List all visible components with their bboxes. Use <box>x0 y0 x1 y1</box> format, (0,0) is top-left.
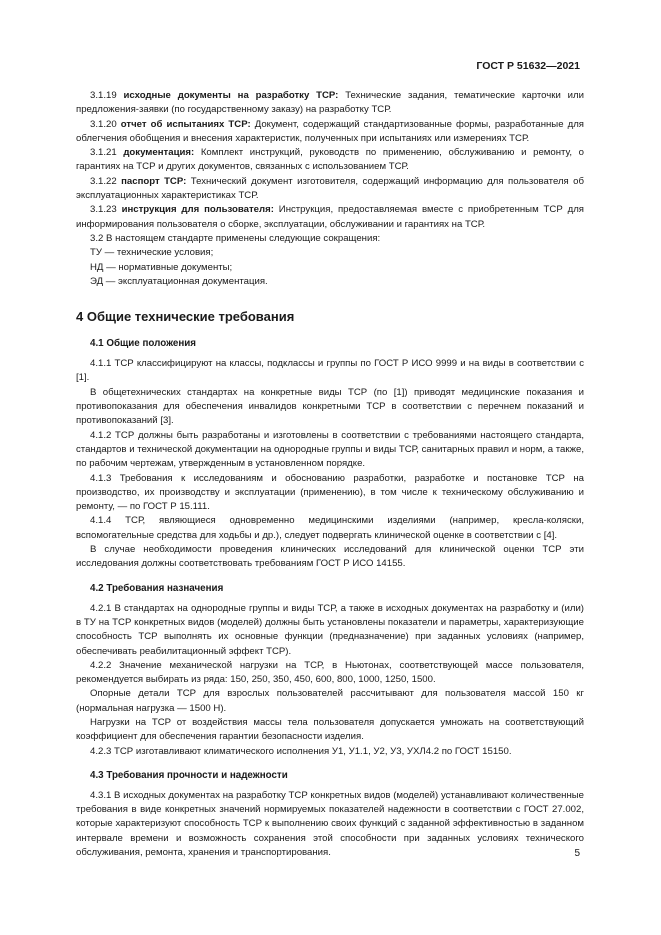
paragraph: 4.1.1 ТСР классифицируют на классы, подклассы и группы по ГОСТ Р ИСО 9999 и на виды в соответствии с [1]. <box>76 358 584 384</box>
abbreviation-item: ЭД — эксплуатационная документация. <box>90 275 268 287</box>
definition-3-1-21: 3.1.21 документация: Комплект инструкций, руководств по применению, обслуживанию и ремонту, о гарантиях на ТСР и других документов, связанных с использованием ТСР. <box>76 147 584 173</box>
paragraph: В случае необходимости проведения клинических исследований для клинической оценки ТСР эти исследования должны соответствовать требованиям ГОСТ Р ИСО 14155. <box>76 544 584 570</box>
definition-3-1-23: 3.1.23 инструкция для пользователя: Инструкция, предоставляемая вместе с приобретенным ТСР для информирования пользователя о сборке, эксплуатации, обслуживании и гарантиях на ТСР. <box>76 204 584 230</box>
paragraph: 4.2.3 ТСР изготавливают климатического исполнения У1, У1.1, У2, У3, УХЛ4.2 по ГОСТ 15150. <box>90 745 512 757</box>
subsection-4-2-heading: 4.2 Требования назначения <box>90 582 224 594</box>
definition-term: паспорт ТСР: <box>121 175 187 187</box>
paragraph: 4.3.1 В исходных документах на разработку ТСР конкретных видов (моделей) устанавливают количественные требования в виде конкретных значений нормируемых показателей надежности в соответствии с ГОСТ 27.002, которые характеризуют способность ТСР к выполнению своих функций с заданной эффективностью в заданном интервале времени и возможность сохранения этой способности при заданных условиях технического обслуживания, ремонта, хранения и транспортирования. <box>76 789 584 859</box>
paragraph: 4.1.3 Требования к исследованиям и обоснованию разработки, разработке и постановке ТСР на производство, их производству и эксплуатации (применению), в том числе к техническому обслуживанию и ремонту, — по ГОСТ Р 15.111. <box>76 472 584 513</box>
paragraph: 4.1.4 ТСР, являющиеся одновременно медицинскими изделиями (например, кресла-коляски, вспомогательные средства для ходьбы и др.), следует подвергать клинической оценке в соответствии с [4]. <box>76 515 584 541</box>
definition-3-1-20: 3.1.20 отчет об испытаниях ТСР: Документ, содержащий стандартизованные формы, разработанные для облегчения обобщения и внесения характеристик, полученных при испытаниях или измерениях ТСР. <box>76 118 584 144</box>
abbreviation-item: ТУ — технические условия; <box>90 247 214 259</box>
definition-3-1-22: 3.1.22 паспорт ТСР: Технический документ изготовителя, содержащий информацию для пользователя об эксплуатационных характеристиках ТСР. <box>76 175 584 202</box>
section-4-heading: 4 Общие технические требования <box>76 309 295 325</box>
subsection-4-3-heading: 4.3 Требования прочности и надежности <box>90 769 288 781</box>
paragraph: Опорные детали ТСР для взрослых пользователей рассчитывают для пользователя массой 150 кг (нормальная нагрузка — 1500 Н). <box>76 688 584 714</box>
definition-term: документация: <box>123 147 195 159</box>
definition-term: инструкция для пользователя: <box>121 204 274 216</box>
abbreviation-item: НД — нормативные документы; <box>90 261 233 273</box>
definition-term: исходные документы на разработку ТСР: <box>123 90 339 101</box>
definition-term: отчет об испытаниях ТСР: <box>120 118 251 130</box>
paragraph: В общетехнических стандартах на конкретные виды ТСР (по [1]) приводят медицинские показания и противопоказания для обеспечения инвалидов конкретными ТСР в соответствии с перечнем показаний и противопоказаний [3]. <box>76 386 584 427</box>
paragraph: 4.2.2 Значение механической нагрузки на ТСР, в Ньютонах, соответствующей массе пользователя, рекомендуется выбирать из ряда: 150, 250, 350, 450, 600, 800, 1000, 1250, 1500. <box>76 659 584 686</box>
document-code-header: ГОСТ Р 51632—2021 <box>476 60 580 72</box>
page-number: 5 <box>574 848 580 859</box>
paragraph: 4.2.1 В стандартах на однородные группы и виды ТСР, а также в исходных документах на разработку и (или) в ТУ на ТСР конкретных видов (моделей) должны быть установлены показатели и параметры, характеризующие способность ТСР выполнять их основные функции (предназначение) при заданных условиях (например, обеспечивать реабилитационный эффект ТСР). <box>76 602 584 657</box>
paragraph: Нагрузки на ТСР от воздействия массы тела пользователя допускается умножать на соответствующий коэффициент для обеспечения гарантии безопасности изделия. <box>76 716 584 743</box>
page-body <box>76 89 584 860</box>
definition-3-1-19: 3.1.19 исходные документы на разработку ТСР: Технические задания, тематические карточки или предложения-заявки (по государственному заказу) на разработку ТСР. <box>76 90 584 116</box>
paragraph: 4.1.2 ТСР должны быть разработаны и изготовлены в соответствии с требованиями настоящего стандарта, стандартов и технической документации на однородные группы и виды ТСР, санитарных правил и норм, а также, по рабочим чертежам, утвержденным в установленном порядке. <box>76 429 584 470</box>
subsection-4-1-heading: 4.1 Общие положения <box>90 338 197 350</box>
abbreviations-intro: 3.2 В настоящем стандарте применены следующие сокращения: <box>90 232 381 244</box>
